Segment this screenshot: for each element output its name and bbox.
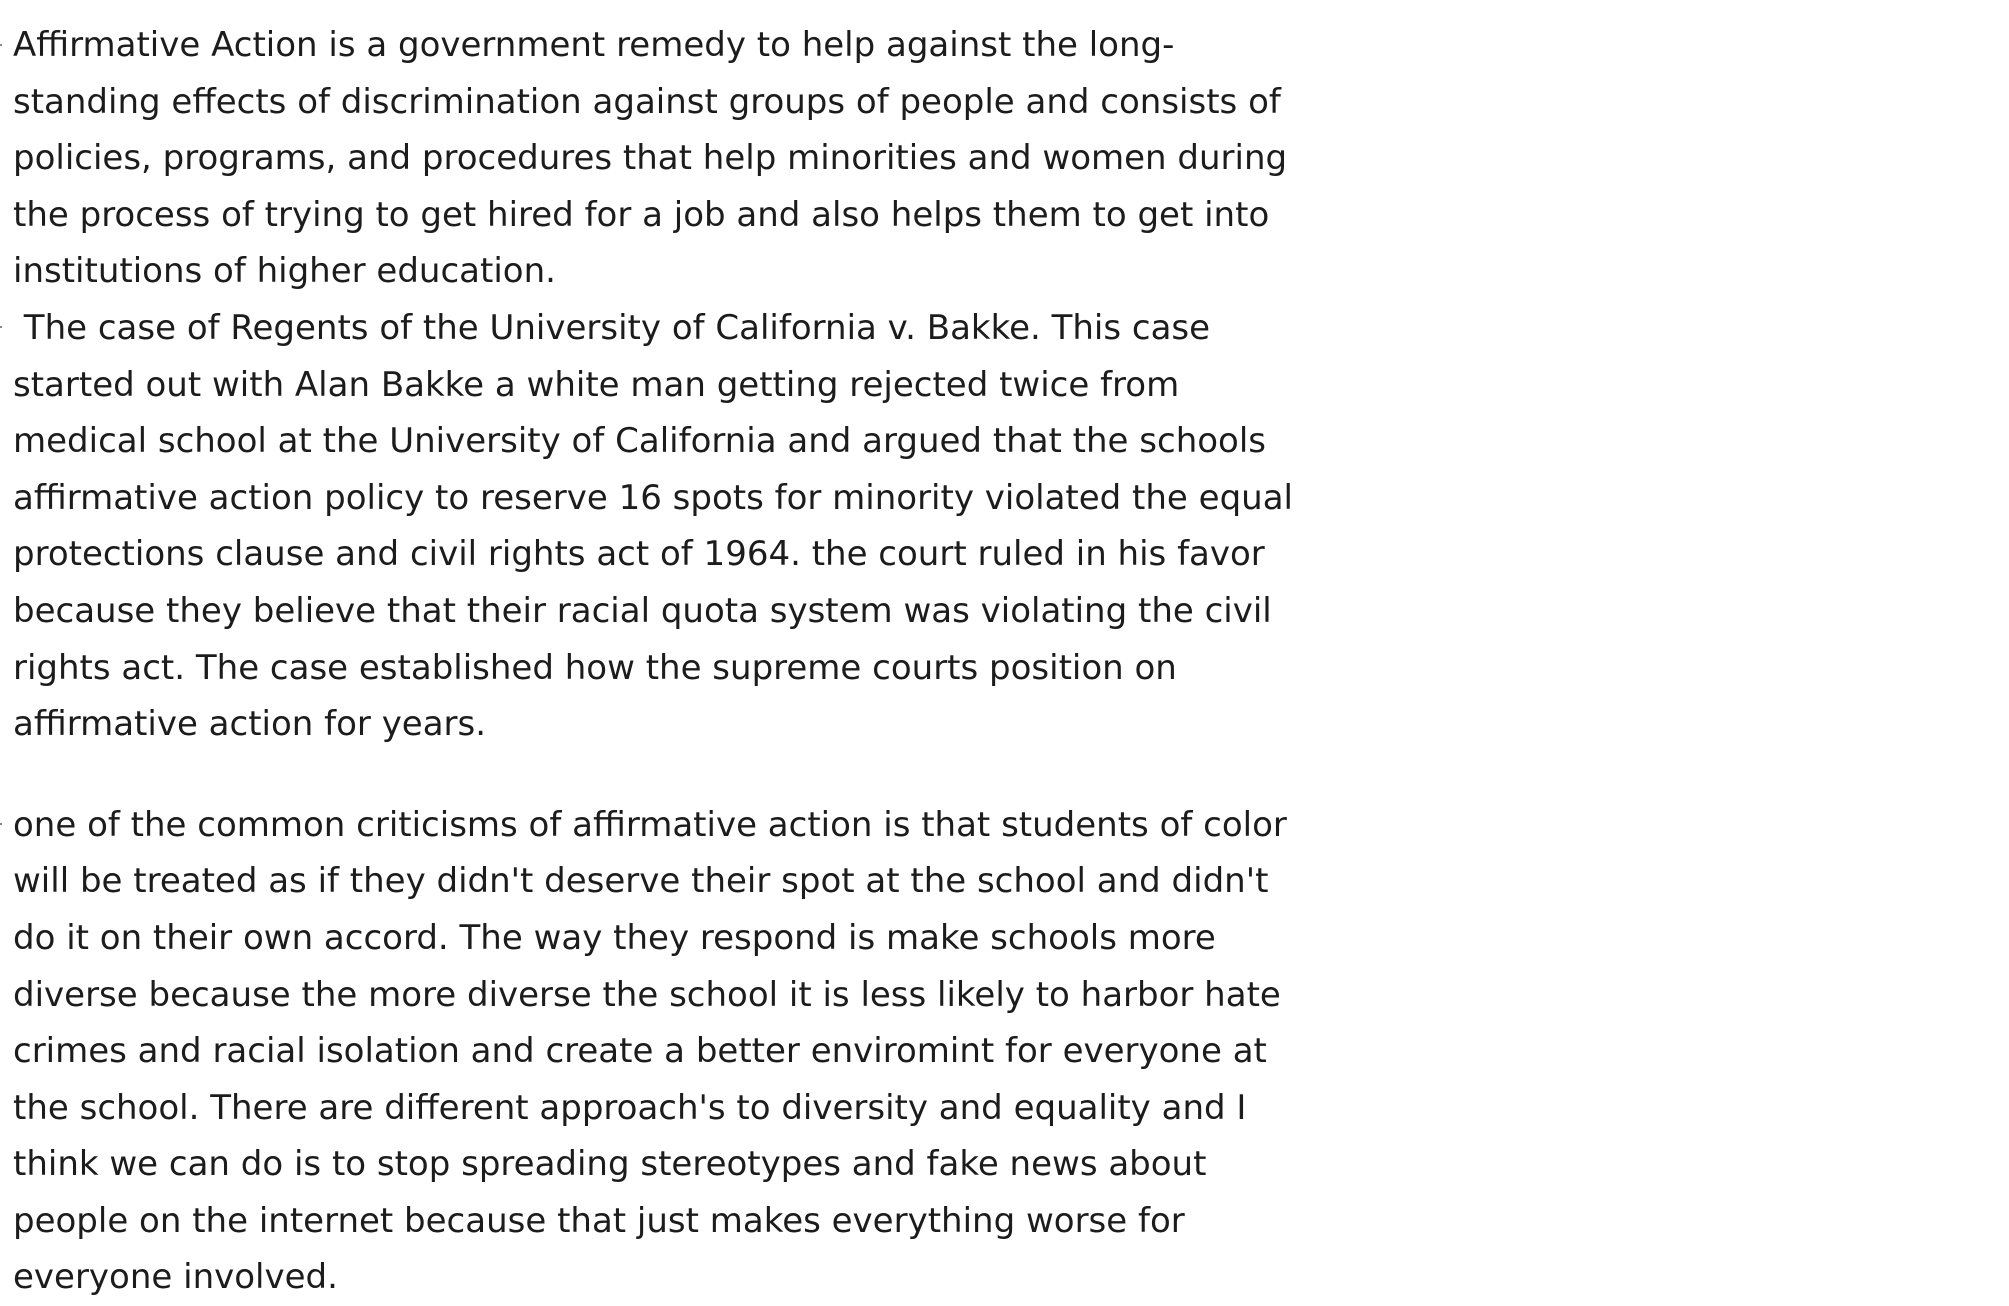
text-line: think we can do is to stop spreading stereotypes and fake news about xyxy=(13,1144,1207,1185)
text-line: one of the common criticisms of affirmative action is that students of color xyxy=(13,804,1287,845)
text-line: everyone involved. xyxy=(13,1257,338,1298)
text-line: affirmative action policy to reserve 16 spots for minority violated the equal xyxy=(13,477,1293,518)
text-line: the process of trying to get hired for a job and also helps them to get into xyxy=(13,194,1270,235)
text-line: will be treated as if they didn't deserve their spot at the school and didn't xyxy=(13,861,1269,902)
paragraph-spacer xyxy=(13,753,1313,797)
paragraph-criticisms xyxy=(13,797,1313,1306)
text-line: because they believe that their racial quota system was violating the civil xyxy=(13,590,1272,631)
text-line: diverse because the more diverse the school it is less likely to harbor hate xyxy=(13,974,1281,1015)
margin-mark xyxy=(0,823,2,825)
paragraph-definition xyxy=(13,17,1313,300)
text-line: people on the internet because that just makes everything worse for xyxy=(13,1200,1185,1241)
text-line: protections clause and civil rights act of 1964. the court ruled in his favor xyxy=(13,534,1265,575)
paragraph-bakke-case xyxy=(13,300,1313,753)
text-line: institutions of higher education. xyxy=(13,251,556,292)
margin-mark xyxy=(0,44,2,46)
text-line: Affirmative Action is a government remedy to help against the long- xyxy=(13,25,1175,65)
text-line: medical school at the University of California and argued that the schools xyxy=(13,421,1267,462)
text-line: affirmative action for years. xyxy=(13,704,487,745)
document-body xyxy=(13,0,1313,1306)
text-line: The case of Regents of the University of California v. Bakke. This case xyxy=(13,307,1211,348)
text-line: standing effects of discrimination against groups of people and consists of xyxy=(13,81,1281,122)
text-line: crimes and racial isolation and create a better enviromint for everyone at xyxy=(13,1031,1267,1072)
margin-mark xyxy=(0,326,2,328)
text-line: policies, programs, and procedures that help minorities and women during xyxy=(13,138,1288,179)
text-line: the school. There are different approach's to diversity and equality and I xyxy=(13,1087,1247,1128)
text-line: rights act. The case established how the supreme courts position on xyxy=(13,647,1177,688)
text-line: started out with Alan Bakke a white man getting rejected twice from xyxy=(13,364,1180,405)
text-line: do it on their own accord. The way they respond is make schools more xyxy=(13,917,1216,958)
